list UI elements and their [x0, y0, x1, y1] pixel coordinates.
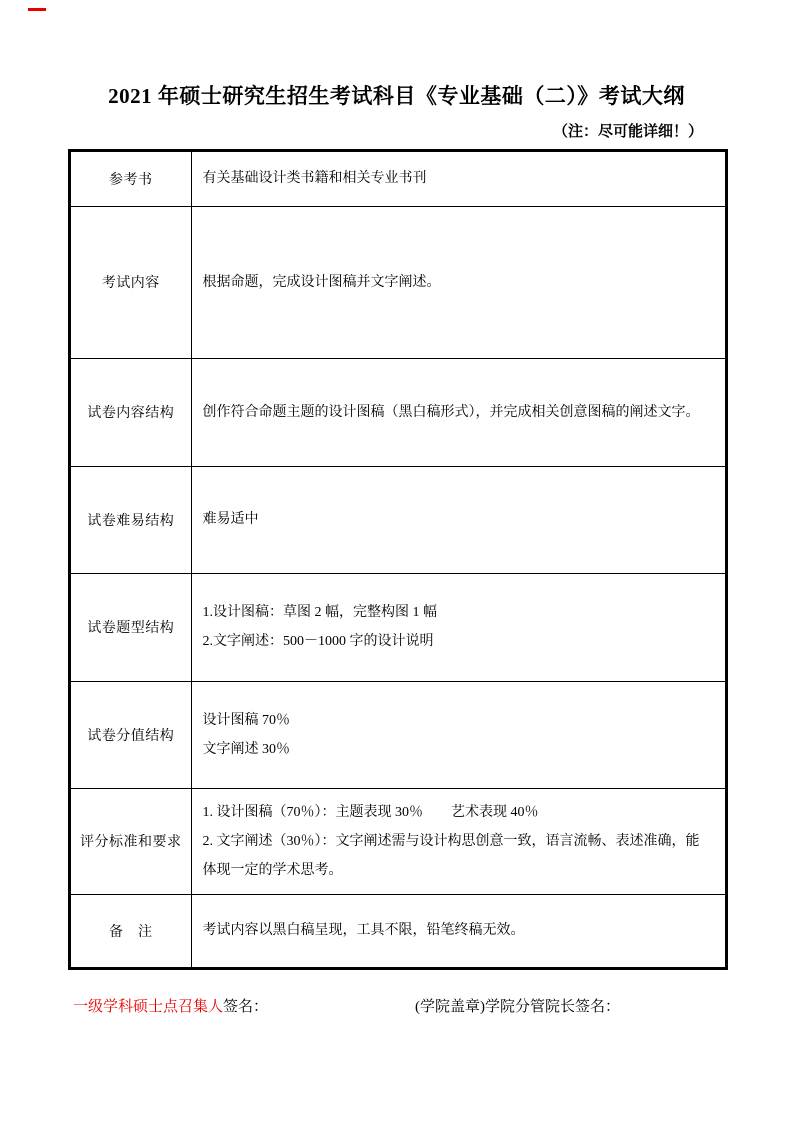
page-title: 2021 年硕士研究生招生考试科目《专业基础（二）》考试大纲	[108, 84, 685, 108]
table-row-score-structure	[70, 681, 726, 788]
table-content-cell	[191, 573, 726, 681]
table-content-cell	[191, 894, 726, 968]
red-mark	[28, 8, 46, 11]
title-note: （注：尽可能详细！）	[552, 124, 703, 140]
content-line: 2. 文字阐述（30％）：文字阐述需与设计构思创意一致，语言流畅、表述准确，能体现一定的学术思考。	[202, 833, 700, 878]
convener-sign-label: 签名：	[223, 999, 269, 1015]
table-label-cell: 试卷题型结构	[70, 573, 191, 681]
content-line: 1.设计图稿：草图 2 幅，完整构图 1 幅	[202, 605, 437, 620]
content-line: 根据命题，完成设计图稿并文字阐述。	[202, 274, 441, 290]
table-label-cell: 试卷内容结构	[70, 358, 191, 466]
content-line: 2.文字阐述：500－1000 字的设计说明	[202, 634, 434, 649]
content-line: 设计图稿 70％	[202, 712, 290, 728]
convener-signature-line	[73, 995, 268, 1016]
table-label-cell: 试卷分值结构	[70, 681, 191, 788]
content-line: 有关基础设计类书籍和相关专业书刊	[202, 171, 427, 187]
table-row-grading-standards	[70, 788, 726, 894]
table-content-cell	[191, 151, 726, 206]
table-row-reference-books	[70, 151, 726, 206]
table-label-cell: 评分标准和要求	[70, 788, 191, 894]
table-content-cell	[191, 358, 726, 466]
convener-title-text: 一级学科硕士点召集人	[73, 999, 224, 1015]
content-line: 考试内容以黑白稿呈现，工具不限，铅笔终稿无效。	[202, 923, 525, 939]
table-row-difficulty-structure	[70, 466, 726, 573]
content-line: 难易适中	[202, 512, 259, 527]
table-row-remarks	[70, 894, 726, 968]
table-label-cell: 考试内容	[70, 206, 191, 358]
table-row-question-type-structure	[70, 573, 726, 681]
content-line: 创作符合命题主题的设计图稿（黑白稿形式），并完成相关创意图稿的阐述文字。	[202, 404, 700, 420]
dean-signature-line: (学院盖章)学院分管院长签名：	[415, 999, 620, 1015]
table-label-cell: 试卷难易结构	[70, 466, 191, 573]
exam-outline-table	[69, 150, 727, 969]
table-content-cell	[191, 788, 726, 894]
content-line: 文字阐述 30％	[202, 741, 290, 757]
table-content-cell	[191, 681, 726, 788]
table-label-cell: 备 注	[70, 894, 191, 968]
table-row-exam-content	[70, 206, 726, 358]
table-row-paper-content-structure	[70, 358, 726, 466]
table-content-cell	[191, 206, 726, 358]
table-label-cell: 参考书	[70, 151, 191, 206]
table-content-cell	[191, 466, 726, 573]
content-line: 1. 设计图稿（70％）：主题表现 30％ 艺术表现 40％	[202, 804, 539, 820]
